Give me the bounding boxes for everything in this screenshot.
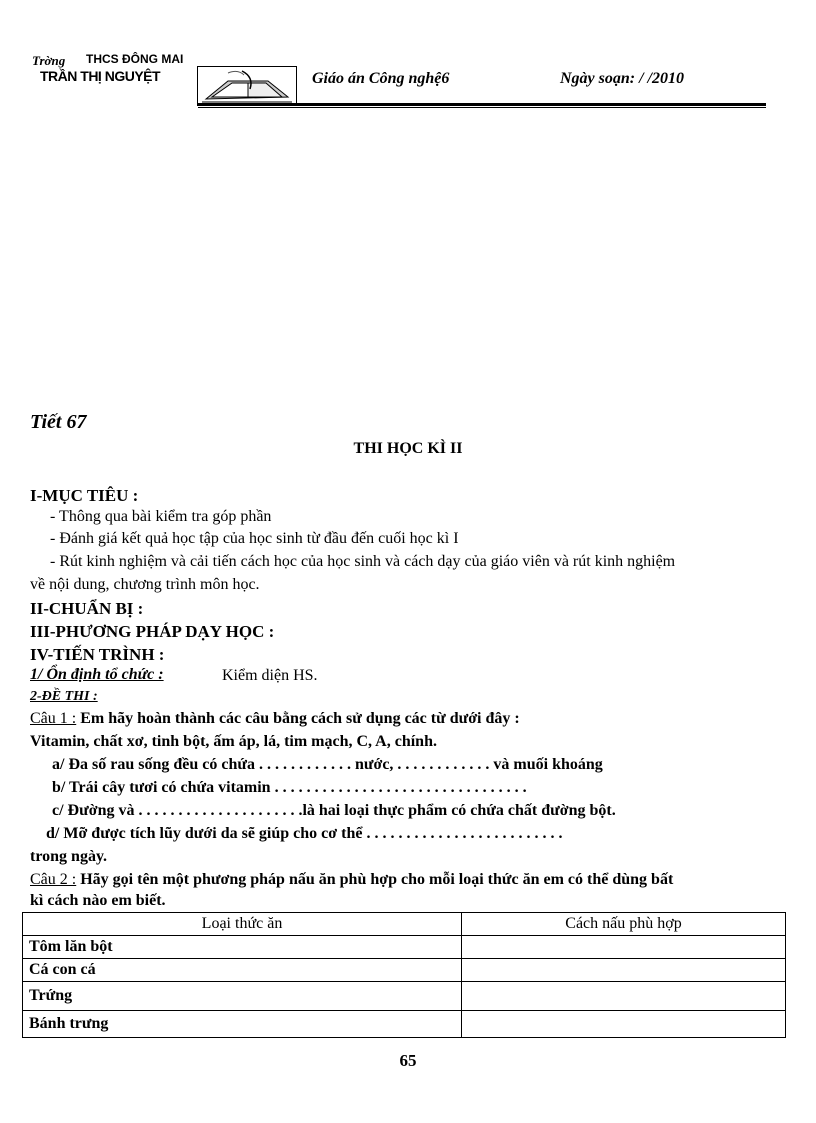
school-name: THCS ĐÔNG MAI (86, 52, 184, 66)
section-preparation: II-CHUẨN BỊ : (30, 599, 144, 618)
question-2-prompt: Hãy gọi tên một phương pháp nấu ăn phù hợp cho mỗi loại thức ăn em có thể dùng bất (76, 871, 674, 888)
table-header-method: Cách nấu phù hợp (462, 913, 786, 936)
objective-3: - Rút kinh nghiệm và cải tiến cách học của học sinh và cách dạy của giáo viên và rút kinh nghiệm (50, 553, 676, 570)
question-1d-cont: trong ngày. (30, 848, 108, 865)
school-label: Trờng (32, 53, 66, 68)
step-1-label: 1/ Ổn định tổ chức : (30, 666, 164, 683)
objective-1: - Thông qua bài kiểm tra góp phần (50, 508, 272, 525)
question-1-label: Câu 1 : (30, 710, 77, 727)
word-bank: Vitamin, chất xơ, tinh bột, ấm áp, lá, tim mạch, C, A, chính. (30, 733, 437, 750)
food-cell: Cá con cá (23, 959, 462, 982)
prep-date: Ngày soạn: / /2010 (560, 70, 684, 87)
question-2 (30, 871, 673, 889)
objective-2: - Đánh giá kết quả học tập của học sinh từ đầu đến cuối học kì I (50, 530, 459, 547)
food-cell: Tôm lăn bột (23, 936, 462, 959)
answer-cell[interactable] (462, 959, 786, 982)
question-2-prompt-cont: kì cách nào em biết. (30, 892, 166, 909)
page-title: THI HỌC KÌ II (353, 440, 463, 457)
answer-cell[interactable] (462, 936, 786, 959)
answer-cell[interactable] (462, 1011, 786, 1038)
teacher-name: TRẦN THỊ NGUYỆT (40, 68, 161, 84)
section-methods: III-PHƯƠNG PHÁP DẠY HỌC : (30, 622, 275, 641)
exam-label: 2-ĐỀ THI : (30, 689, 98, 704)
answer-cell[interactable] (462, 982, 786, 1011)
question-2-label: Câu 2 : (30, 871, 77, 888)
table-header-food: Loại thức ăn (23, 913, 462, 936)
table-row (23, 982, 786, 1011)
question-1b: b/ Trái cây tươi có chứa vitamin . . . . . . . . . . . . . . . . . . . . . . . . . . . . . . . . (52, 779, 527, 796)
header-rule (198, 103, 766, 106)
food-cell: Bánh trưng (23, 1011, 462, 1038)
header-rule-thin (198, 107, 766, 108)
table-row (23, 1011, 786, 1038)
objective-3-cont: về nội dung, chương trình môn học. (30, 576, 260, 593)
question-1a: a/ Đa số rau sống đều có chứa . . . . . . . . . . . . nước, . . . . . . . . . . . . và muối khoáng (52, 756, 603, 773)
food-cooking-table (22, 912, 786, 1038)
question-1c: c/ Đường và . . . . . . . . . . . . . . . . . . . . .là hai loại thực phẩm có chứa chất đường bột. (52, 802, 616, 819)
page-number: 65 (399, 1051, 417, 1070)
table-row (23, 936, 786, 959)
step-1-text: Kiểm diện HS. (222, 667, 318, 684)
table-header-row (23, 913, 786, 936)
question-1-prompt: Em hãy hoàn thành các câu bằng cách sử dụng các từ dưới đây : (76, 710, 520, 727)
question-1 (30, 710, 520, 728)
food-cell: Trứng (23, 982, 462, 1011)
lesson-plan-title: Giáo án Công nghệ6 (312, 70, 450, 87)
period-number: Tiết 67 (30, 411, 87, 433)
section-objectives: I-MỤC TIÊU : (30, 486, 139, 505)
table-row (23, 959, 786, 982)
question-1d: d/ Mỡ được tích lũy dưới da sẽ giúp cho cơ thể . . . . . . . . . . . . . . . . . . . . . . . . . (46, 825, 563, 842)
section-process: IV-TIẾN TRÌNH : (30, 645, 165, 664)
book-logo-icon (197, 66, 297, 106)
